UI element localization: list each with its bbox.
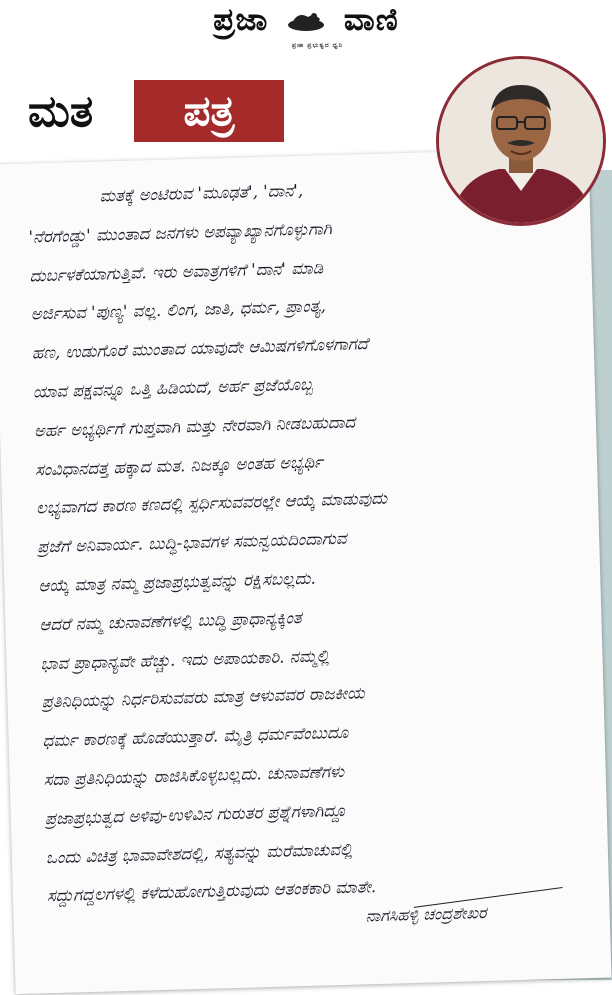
letter-line: ಸದಾ ಪ್ರತಿನಿಧಿಯನ್ನು ರಾಜಿಸಿಕೊಳ್ಳಬಲ್ಲದು. ಚುನಾವಣೆಗಳು	[43, 761, 345, 790]
letter-line: ಸಂವಿಧಾನದತ್ತ ಹಕ್ಕಾದ ಮತ. ನಿಜಕ್ಕೂ ಅಂತಹ ಅಭ್ಯರ್ಥಿ	[34, 451, 323, 479]
letter-body	[27, 165, 567, 916]
letter-line: ಆದರೆ ನಮ್ಮ ಚುನಾವಣೆಗಳಲ್ಲಿ ಬುದ್ಧಿ ಪ್ರಾಧಾನ್ಯಕ್ಕಿಂತ	[39, 607, 302, 635]
letter-line: ಪ್ರತಿನಿಧಿಯನ್ನು ನಿರ್ಧರಿಸುವವರು ಮಾತ್ರ ಆಳುವವರ ರಾಜಕೀಯ	[41, 683, 365, 712]
letter-line: ಹಣ, ಉಡುಗೊರೆ ಮುಂತಾದ ಯಾವುದೇ ಆಮಿಷಗಳಿಗೊಳಗಾಗದೆ	[31, 334, 369, 363]
letter-line: ಮತಕ್ಕೆ ಅಂಟಿರುವ 'ಮೂಢತೆ', 'ದಾನ',	[99, 180, 304, 206]
handwritten-letter	[0, 148, 611, 994]
letter-line: ಅರ್ಜಿಸುವ 'ಪುಣ್ಯ' ವಲ್ಲ. ಲಿಂಗ, ಜಾತಿ, ಧರ್ಮ, ಪ್ರಾಂತ್ಯ,	[30, 296, 327, 324]
newspaper-logo	[0, 2, 612, 49]
letter-line: ಸದ್ದುಗದ್ದಲಗಳಲ್ಲಿ ಕಳೆದುಹೋಗುತ್ತಿರುವುದು ಆತಂಕಕಾರಿ ಮಾತೇ.	[46, 877, 377, 906]
brand-left-text: ಪ್ರಜಾ	[213, 2, 269, 38]
letter-line: ಲಭ್ಯವಾಗದ ಕಾರಣ ಕಣದಲ್ಲಿ ಸ್ಪರ್ಧಿಸುವವರಲ್ಲೇ ಆಯ್ಕೆ ಮಾಡುವುದು	[35, 488, 388, 518]
letter-line: ಒಂದು ವಿಚಿತ್ರ ಭಾವಾವೇಶದಲ್ಲಿ, ಸತ್ಯವನ್ನು ಮರೆಮಾಚುವಲ್ಲಿ	[45, 839, 353, 867]
letter-line: ಭಾವ ಪ್ರಾಧಾನ್ಯವೇ ಹೆಚ್ಚು. ಇದು ಅಪಾಯಕಾರಿ. ನಮ್ಮಲ್ಲಿ	[40, 645, 330, 673]
section-label-right: ಪತ್ರ	[134, 80, 284, 142]
letter-line: ಯಾವ ಪಕ್ಷವನ್ನೂ ಒತ್ತಿ ಹಿಡಿಯದೆ, ಅರ್ಹ ಪ್ರಜೆಯೊಬ್ಬ	[32, 374, 314, 402]
brand-right-text: ವಾಣಿ	[343, 2, 399, 38]
emblem-icon	[284, 9, 328, 35]
masthead	[0, 0, 612, 60]
author-signature: ನಾಗಸಿಹಳ್ಳಿ ಚಂದ್ರಶೇಖರ	[365, 902, 487, 926]
letter-line: ದುರ್ಬಳಕೆಯಾಗುತ್ತಿವೆ. ಇರು ಅವಾತ್ರಗಳಿಗೆ 'ದಾನ' ಮಾಡಿ	[29, 257, 324, 286]
letter-line: ಆಯ್ಕೆ ಮಾತ್ರ ನಮ್ಮ ಪ್ರಜಾಪ್ರಭುತ್ವವನ್ನು ರಕ್ಷಿಸಬಲ್ಲದು.	[38, 568, 317, 596]
letter-line: ಧರ್ಮ ಕಾರಣಕ್ಕೆ ಹೊಡೆಯುತ್ತಾರೆ. ಮೈತ್ರಿ ಧರ್ಮವೆಂಬುದೂ	[42, 722, 349, 751]
author-portrait	[436, 56, 606, 226]
section-label-left: ಮತ	[28, 86, 94, 137]
person-photo-icon	[439, 59, 603, 223]
letter-line: ಪ್ರಜಾಪ್ರಭುತ್ವದ ಅಳಿವು-ಉಳಿವಿನ ಗುರುತರ ಪ್ರಶ್ನೆಗಳಾಗಿದ್ದೂ	[44, 800, 347, 829]
brand-tagline: ಪ್ರಜಾ ಪ್ರಭುತ್ವದ ಧ್ವನಿ	[292, 42, 343, 49]
letter-line: ಅರ್ಹ ಅಭ್ಯರ್ಥಿಗೆ ಗುಪ್ತವಾಗಿ ಮತ್ತು ನೇರವಾಗಿ ನೀಡಬಹುದಾದ	[33, 412, 356, 441]
letter-line: ಪ್ರಜೆಗೆ ಅನಿವಾರ್ಯ. ಬುದ್ಧಿ-ಭಾವಗಳ ಸಮನ್ವಯದಿಂದಾಗುವ	[36, 528, 347, 557]
letter-line: 'ನೆರಗೆಂಡ್ಡು' ಮುಂತಾದ ಜನಗಳು ಅಪವ್ಯಾಖ್ಯಾನಗೊಳ್ಳುಗಾಗಿ	[28, 218, 333, 247]
